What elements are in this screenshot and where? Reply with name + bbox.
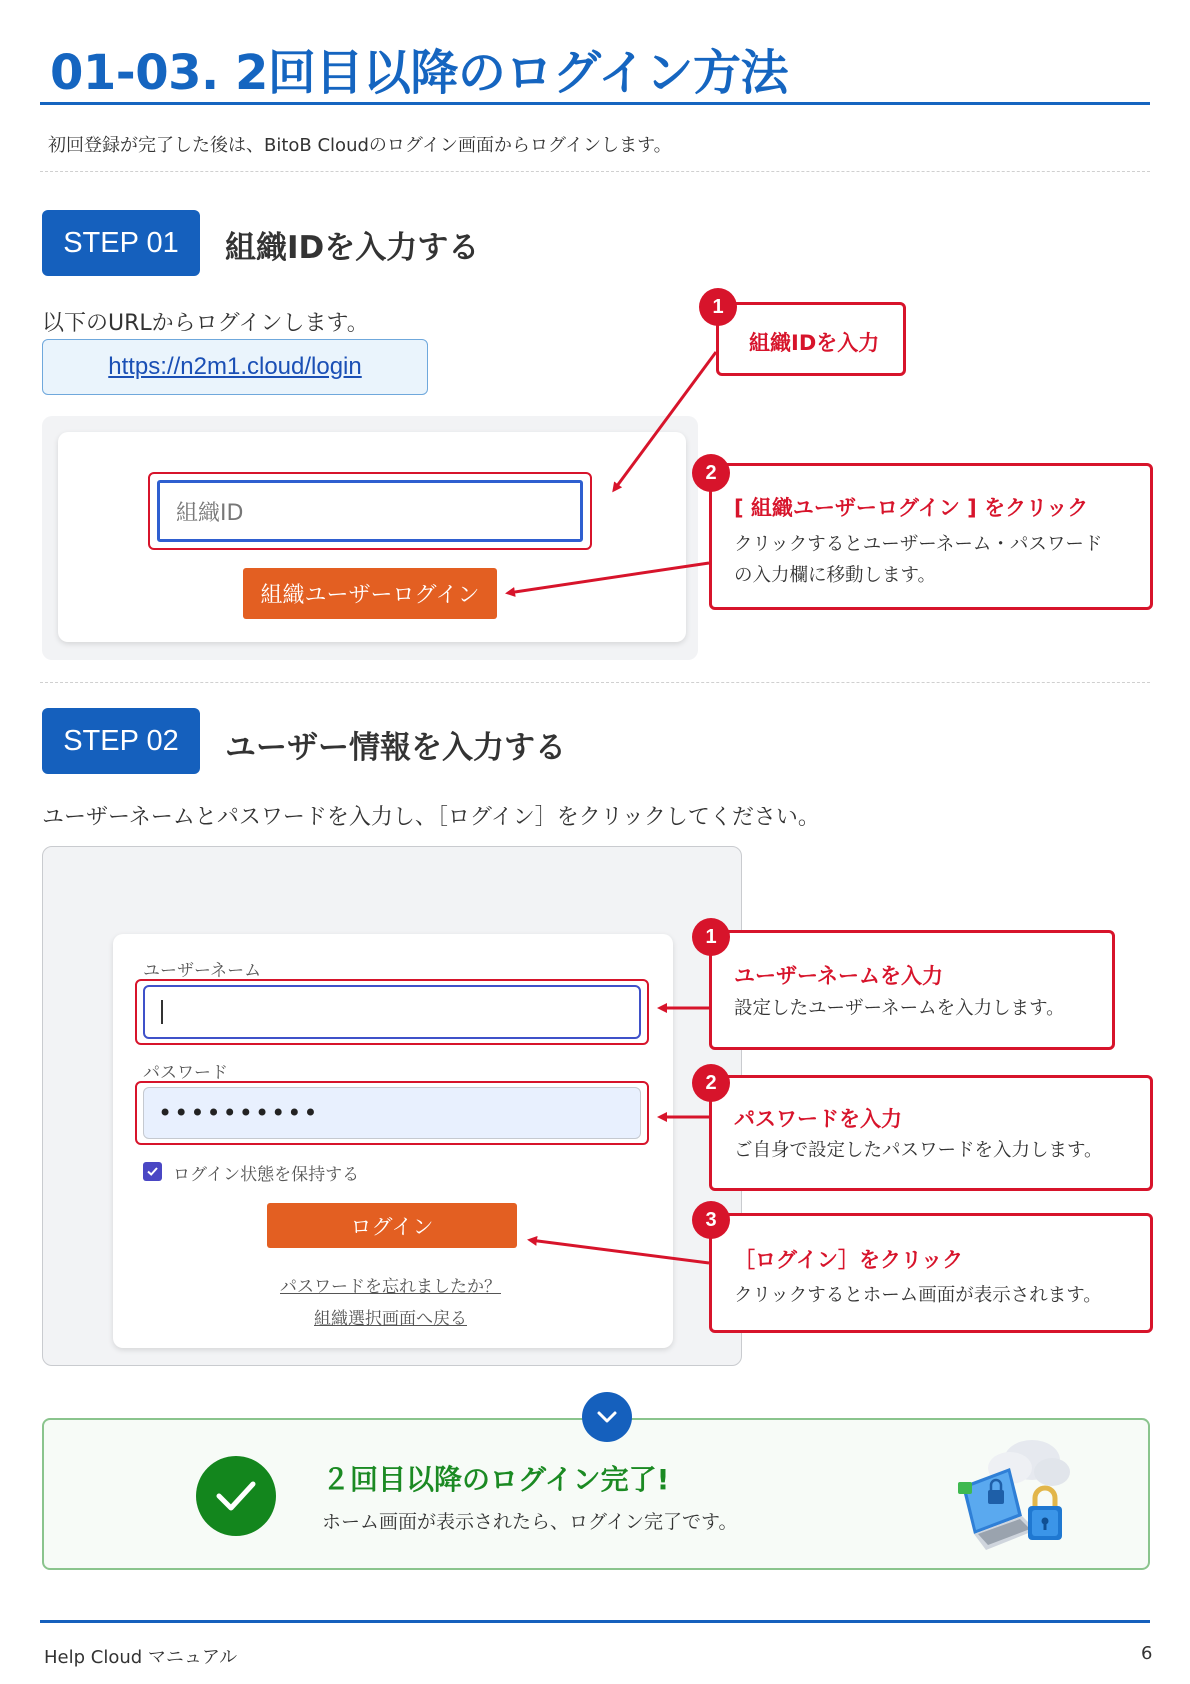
footer-rule — [40, 1620, 1150, 1623]
step1-badge: STEP 01 — [42, 210, 200, 276]
completion-desc: ホーム画面が表示されたら、ログイン完了です。 — [322, 1511, 738, 1533]
completion-title: ２回目以降のログイン完了! — [322, 1463, 670, 1496]
callout-desc-line: クリックするとホーム画面が表示されます。 — [734, 1285, 1102, 1306]
callout-title: ［ログイン］をクリック — [734, 1248, 964, 1272]
password-input[interactable]: •••••••••• — [143, 1087, 641, 1139]
callout-number-badge: 2 — [692, 454, 730, 492]
callout-number-badge: 2 — [692, 1064, 730, 1102]
org-id-input[interactable]: 組織ID — [157, 480, 583, 542]
secure-laptop-illustration — [940, 1428, 1080, 1558]
arrow-to-login-button — [530, 1240, 709, 1263]
checkmark-icon — [196, 1456, 276, 1536]
callout-desc-line: ご自身で設定したパスワードを入力します。 — [734, 1140, 1103, 1161]
step2-title: ユーザー情報を入力する — [225, 730, 566, 766]
callout-title: [ 組織ユーザーログイン ] をクリック — [734, 496, 1089, 520]
callout-title: ユーザーネームを入力 — [734, 964, 943, 988]
intro-text: 初回登録が完了した後は、BitoB Cloudのログイン画面からログインします。 — [48, 135, 672, 156]
login-button[interactable]: ログイン — [267, 1203, 517, 1248]
chevron-down-icon — [582, 1392, 632, 1442]
footer-manual-title: Help Cloud マニュアル — [44, 1647, 238, 1668]
login-url-link[interactable]: https://n2m1.cloud/login — [108, 353, 362, 380]
callout-title: 組織IDを入力 — [749, 331, 880, 355]
username-label: ユーザーネーム — [143, 961, 262, 981]
callout-title: パスワードを入力 — [734, 1107, 902, 1131]
step2-badge: STEP 02 — [42, 708, 200, 774]
callout-number-badge: 3 — [692, 1201, 730, 1239]
callout-desc-line: の入力欄に移動します。 — [734, 565, 937, 586]
back-to-org-select-link[interactable]: 組織選択画面へ戻る — [314, 1309, 467, 1329]
callout-number-badge: 1 — [699, 288, 737, 326]
page-number: 6 — [1141, 1643, 1153, 1664]
page-title: 01-03. 2回目以降のログイン方法 — [50, 45, 788, 101]
callout-number-badge: 1 — [692, 918, 730, 956]
step1-text: 以下のURLからログインします。 — [42, 311, 369, 336]
remember-label: ログイン状態を保持する — [173, 1165, 360, 1185]
step1-title: 組織IDを入力する — [225, 230, 480, 266]
password-label: パスワード — [143, 1063, 228, 1083]
forgot-password-link[interactable]: パスワードを忘れましたか？ — [280, 1277, 501, 1297]
step2-text: ユーザーネームとパスワードを入力し、［ログイン］をクリックしてください。 — [42, 805, 820, 830]
callout-desc-line: クリックするとユーザーネーム・パスワード — [734, 534, 1103, 555]
callout-desc-line: 設定したユーザーネームを入力します。 — [734, 998, 1065, 1019]
org-user-login-button[interactable]: 組織ユーザーログイン — [243, 568, 497, 619]
